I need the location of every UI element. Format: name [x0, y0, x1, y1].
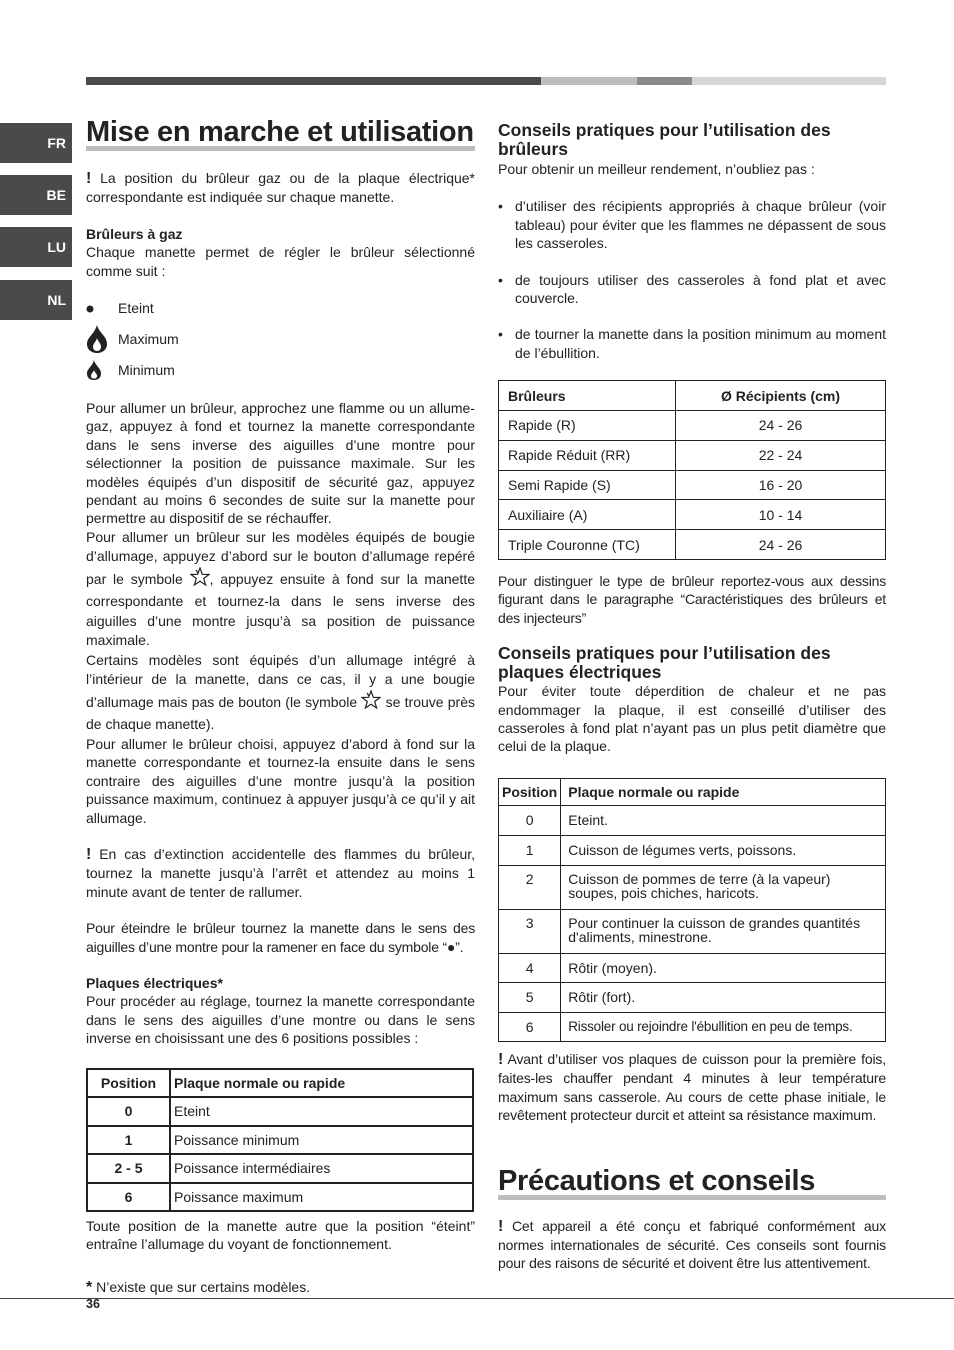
gas-burners-heading: Brûleurs à gaz: [86, 225, 183, 242]
lang-tab-nl[interactable]: NL: [0, 280, 72, 320]
list-item: • d’utiliser des récipients appropriés à chaque brûleur (voir tableau) pour éviter que les flammes ne dépassent de sous les casseroles.: [498, 197, 886, 252]
footnote: * N’existe que sur certains modèles.: [86, 1278, 311, 1296]
header-bar-pale: [692, 77, 886, 85]
page-number: 36: [86, 1297, 100, 1311]
symbol-row-off: Eteint: [86, 292, 475, 323]
footer-rule: [0, 1298, 954, 1299]
lang-tab-fr[interactable]: FR: [0, 123, 72, 163]
table-row: Auxiliaire (A) 10 - 14: [499, 500, 886, 530]
table-row: Semi Rapide (S) 16 - 20: [499, 470, 886, 500]
spark-star-icon-2: [361, 690, 381, 716]
first-use-warning: ! Avant d’utiliser vos plaques de cuisson pour la première fois, faites-les chauffer pendant 4 minutes à leur température maximum sans casserole. Au cours de cette phase initiale, le revêtement protecteur durcit et atteint sa résistance maximum.: [498, 1050, 887, 1124]
spark-paragraph: Pour allumer un brûleur sur les modèles équipés de bougie d’allumage, appuyez d’abord sur le bouton d’allumage repéré par le symbole , appuyez ensuite à fond sur la manette correspondante et tournez-la dans le sens inverse des aiguilles d’une montre jusqu’à sa position de puissance maximale.: [86, 528, 475, 649]
spark-star-icon: [190, 567, 210, 593]
plates-advice-text: Pour éviter toute déperdition de chaleur et ne pas endommager la plaque, il est conseillé d’utiliser des casseroles à fond plat n’ayant pas un plus petit diamètre que celui de la plaque.: [498, 683, 886, 755]
electric-plates-heading: Plaques électriques*: [86, 974, 223, 991]
list-item: • de tourner la manette dans la position minimum au moment de l’ébullition.: [498, 325, 886, 362]
precautions-title: Précautions et conseils: [498, 1167, 886, 1200]
table-row: 1 Cuisson de légumes verts, poissons.: [499, 835, 886, 865]
table-row: Rapide Réduit (RR) 22 - 24: [499, 440, 886, 470]
dot-icon: [86, 303, 118, 313]
header-bar-mid: [637, 77, 692, 85]
warning-mark-2: !: [86, 845, 92, 863]
warning-mark-4: !: [498, 1217, 504, 1235]
table-header: Brûleurs: [499, 381, 676, 411]
warning-mark-3: !: [498, 1050, 504, 1068]
turning-paragraph: Pour allumer le brûleur choisi, appuyez d’abord à fond sur la manette correspondante et tournez-la ensuite dans le sens contraire des aiguilles d’une montre jusqu’à la position puissance maximum, continuez à appuyer jusqu’à ce qu’il y ait allumage.: [86, 735, 475, 826]
flame-large-icon: [86, 324, 118, 354]
extinction-warning: ! En cas d’extinction accidentelle des flammes du brûleur, tournez la manette jusqu’à l’arrêt et attendez au moins 1 minute avant de tenter de rallumer.: [86, 845, 476, 900]
intro-paragraph: ! La position du brûleur gaz ou de la plaque électrique* correspondante est indiquée sur chaque manette.: [86, 170, 476, 206]
table-row: 6 Rissoler ou rejoindre l'ébullition en peu de temps.: [499, 1012, 886, 1041]
table-row: Rapide (R) 24 - 26: [499, 411, 886, 441]
header-bar-light: [541, 77, 637, 85]
table-row: Triple Couronne (TC) 24 - 26: [499, 530, 886, 560]
table-header-row: [499, 778, 886, 805]
cooking-positions-table: [498, 778, 886, 1042]
gas-burners-text: Chaque manette permet de régler le brûleur sélectionné comme suit :: [86, 244, 475, 279]
symbol-list: [86, 292, 475, 385]
table-row: 6 Poissance maximum: [87, 1183, 473, 1212]
burners-advice-intro: Pour obtenir un meilleur rendement, n’oubliez pas :: [498, 161, 815, 177]
page-title: Mise en marche et utilisation: [86, 118, 475, 151]
advice-list: [498, 197, 886, 362]
plates-advice-heading: Conseils pratiques pour l’utilisation des plaques électriques: [498, 643, 831, 683]
precautions-text: ! Cet appareil a été conçu et fabriqué conformément aux normes internationales de sécurité. Ces conseils sont fournis pour des raisons de sécurité et doivent être lus attentivement.: [498, 1217, 886, 1272]
header-bar-dark: [86, 77, 541, 85]
table-header: Position: [87, 1069, 170, 1098]
lang-tab-be[interactable]: BE: [0, 175, 72, 215]
table-header: Position: [499, 778, 561, 805]
plate-positions-table: [86, 1068, 474, 1213]
table-row: 0 Eteint: [87, 1097, 473, 1126]
table-header: Plaque normale ou rapide: [170, 1069, 473, 1098]
flame-small-icon: [86, 359, 118, 381]
table-header-row: [87, 1069, 473, 1098]
table-header: Plaque normale ou rapide: [561, 778, 886, 805]
symbol-row-max: Maximum: [86, 323, 475, 354]
lighting-paragraph: Pour allumer un brûleur, approchez une flamme ou un allume-gaz, appuyez à fond et tournez la manette correspondante dans le sens inverse des aiguilles d’une montre pour sélectionner la position de puissance maximale. Sur les modèles équipés d’un dispositif de sécurité gaz, appuyez pendant au moins 6 secondes de suite sur la manette pour permettre au dispositif de se réchauffer.: [86, 400, 475, 527]
table-row: 3 Pour continuer la cuisson de grandes quantités d'aliments, minestrone.: [499, 909, 886, 953]
symbol-row-min: Minimum: [86, 354, 475, 385]
burner-vessel-table: [498, 380, 886, 560]
table-row: 4 Rôtir (moyen).: [499, 953, 886, 982]
extinguish-paragraph: Pour éteindre le brûleur tournez la manette dans le sens des aiguilles d’une montre pour la ramener en face du symbole “●”.: [86, 920, 475, 955]
table-row: 0 Eteint.: [499, 805, 886, 835]
list-item: • de toujours utiliser des casseroles à fond plat et avec couvercle.: [498, 271, 886, 308]
right-column: [498, 121, 886, 1273]
electric-plates-text: Pour procéder au réglage, tournez la manette correspondante dans le sens des aiguilles d’une montre ou dans le sens inverse en choisissant une des 6 positions possibles :: [86, 993, 475, 1047]
integrated-ignition-paragraph: Certains modèles sont équipés d’un allumage intégré à l’intérieur de la manette, dans ce cas, il y a une bougie d’allumage mais pas de bouton (le symbole se trouve près de chaque manette).: [86, 651, 475, 733]
lang-tab-lu[interactable]: LU: [0, 227, 72, 267]
left-column: [86, 118, 475, 1297]
table-header-row: [499, 381, 886, 411]
table-header: Ø Récipients (cm): [676, 381, 886, 411]
table-row: 5 Rôtir (fort).: [499, 982, 886, 1012]
table-row: 2 Cuisson de pommes de terre (à la vapeur) soupes, pois chiches, haricots.: [499, 865, 886, 909]
burners-advice-heading: Conseils pratiques pour l’utilisation des brûleurs: [498, 120, 831, 159]
burner-note: Pour distinguer le type de brûleur reportez-vous aux dessins figurant dans le paragraphe “Caractéristiques des brûleurs et des injecteurs”: [498, 573, 886, 626]
table-row: 2 - 5 Poissance intermédiaires: [87, 1154, 473, 1183]
after-table-note: Toute position de la manette autre que la position “éteint” entraîne l’allumage du voyant de fonctionnement.: [86, 1218, 475, 1253]
table-row: 1 Poissance minimum: [87, 1126, 473, 1155]
warning-mark: !: [86, 170, 92, 187]
